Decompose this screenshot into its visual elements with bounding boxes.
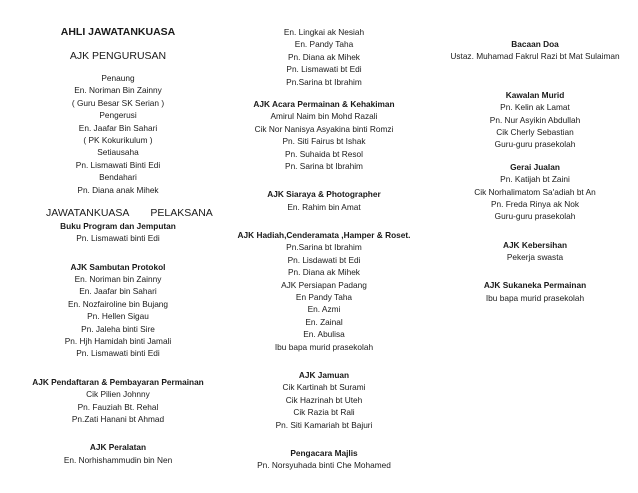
committee-heading: AHLI JAWATANKUASA [60, 26, 176, 38]
member-line: En. Azmi [307, 304, 341, 315]
section-title: AJK Kebersihan [502, 239, 568, 250]
member-line: En. Jaafar bin Sahari [79, 286, 157, 297]
member-line: Pn. Kelin ak Lamat [500, 102, 570, 113]
member-line: Pn. Lismawati binti Edi [76, 348, 160, 359]
member-line: Pn. Hjh Hamidah binti Jamali [64, 336, 172, 347]
member-line: Pn.Zati Hanani bt Ahmad [71, 413, 165, 424]
member-line: Pn. Suhaida bt Resol [285, 148, 363, 159]
section-title: Kawalan Murid [505, 89, 565, 100]
member-line: Pn. Diana ak Mihek [288, 267, 360, 278]
management-line: ( PK Kokurikulum ) [83, 134, 153, 145]
member-line: Pn. Lismawati bt Edi [286, 64, 362, 75]
section-title: AJK Sukaneka Permainan [483, 280, 587, 291]
member-line: En. Norhishammudin bin Nen [63, 454, 173, 465]
member-line: Pn. Lisdawati bt Edi [287, 254, 361, 265]
member-line: Cik Norhalimatom Sa'adiah bt An [474, 186, 596, 197]
member-line: Pn.Sarina bt Ibrahim [286, 76, 362, 87]
member-line: Pn. Nur Asyikin Abdullah [489, 114, 581, 125]
member-line: Guru-guru prasekolah [494, 211, 576, 222]
section-title: Bacaan Doa [511, 39, 559, 49]
member-line: En Pandy Taha [295, 292, 353, 303]
member-line: Pekerja swasta [506, 252, 564, 263]
member-line: En. Zainal [305, 316, 343, 327]
section-title: Gerai Jualan [510, 161, 560, 172]
member-line: Guru-guru prasekolah [494, 139, 576, 150]
management-line: Penaung [101, 73, 135, 83]
member-line: AJK Persiapan Padang [281, 279, 367, 290]
section-title: AJK Acara Permainan & Kehakiman [253, 98, 395, 109]
member-line: Cik Cherly Sebastian [496, 126, 574, 137]
member-line: Pn. Lismawati binti Edi [76, 233, 160, 244]
column-middle [225, 0, 423, 472]
management-line: ( Guru Besar SK Serian ) [71, 97, 165, 108]
member-line: Pn. Diana ak Mihek [288, 51, 360, 62]
section-title: AJK Pendaftaran & Pembayaran Permainan [32, 376, 204, 387]
member-line: Cik Nor Nanisya Asyakina binti Romzi [254, 123, 394, 134]
member-line: Cik Pilien Johnny [86, 389, 150, 400]
member-line: Pn. Sarina bt Ibrahim [285, 160, 363, 171]
member-line: Ibu bapa murid prasekolah [274, 341, 374, 352]
section-title: Buku Program dan Jemputan [60, 220, 176, 231]
member-line: En. Lingkai ak Nesiah [283, 27, 365, 37]
management-line: Pengerusi [99, 110, 137, 121]
section-title: AJK Hadiah,Cenderamata ,Hamper & Roset. [237, 230, 411, 241]
member-line: En. Noriman bin Zainny [74, 274, 162, 285]
executive-committee-heading [28, 206, 213, 220]
member-line: Pn. Jaleha binti Sire [81, 323, 155, 334]
executive-heading-right: PELAKSANA [150, 206, 213, 219]
member-line: Amirul Naim bin Mohd Razali [270, 111, 378, 122]
member-line: Pn. Fauziah Bt. Rehal [77, 401, 159, 412]
member-line: Pn. Freda Rinya ak Nok [490, 198, 580, 209]
section-title: AJK Peralatan [89, 442, 147, 453]
executive-heading-left: JAWATANKUASA [46, 206, 130, 219]
member-line: Cik Hazrinah bt Uteh [285, 394, 363, 405]
section-title: AJK Siaraya & Photographer [267, 189, 381, 200]
section-title: Pengacara Majlis [290, 447, 358, 458]
member-line: Pn. Hellen Sigau [87, 311, 149, 322]
member-line: En. Nozfairoline bin Bujang [67, 298, 169, 309]
member-line: En. Rahim bin Amat [287, 201, 361, 212]
section-title: AJK Sambutan Protokol [70, 261, 166, 272]
management-line: Pn. Diana anak Mihek [77, 184, 159, 195]
management-line: En. Noriman Bin Zainny [74, 85, 162, 96]
member-line: Pn. Katijah bt Zaini [500, 174, 570, 185]
management-line: Setiausaha [97, 147, 139, 158]
management-line: Pn. Lismawati Binti Edi [75, 159, 161, 170]
column-left [28, 0, 213, 466]
member-line: Pn.Sarina bt Ibrahim [286, 242, 362, 253]
member-line: Cik Kartinah bt Surami [282, 382, 366, 393]
member-line: Pn. Norsyuhada binti Che Mohamed [257, 460, 391, 471]
member-line: En. Pandy Taha [294, 39, 354, 50]
member-line: Pn. Siti Fairus bt Ishak [282, 136, 366, 147]
management-line: Bendahari [99, 172, 137, 183]
member-line: Pn. Siti Kamariah bt Bajuri [275, 419, 373, 430]
management-list [28, 72, 208, 196]
member-line: Ibu bapa murid prasekolah [485, 292, 585, 303]
column-right [440, 0, 630, 304]
management-subheading: AJK PENGURUSAN [69, 50, 167, 62]
section-title: AJK Jamuan [298, 369, 350, 380]
management-line: En. Jaafar Bin Sahari [78, 122, 158, 133]
member-line: Cik Razia bt Rali [293, 407, 355, 418]
member-line: En. Abulisa [303, 329, 345, 340]
member-line: Ustaz. Muhamad Fakrul Razi bt Mat Sulaiman [450, 51, 620, 62]
